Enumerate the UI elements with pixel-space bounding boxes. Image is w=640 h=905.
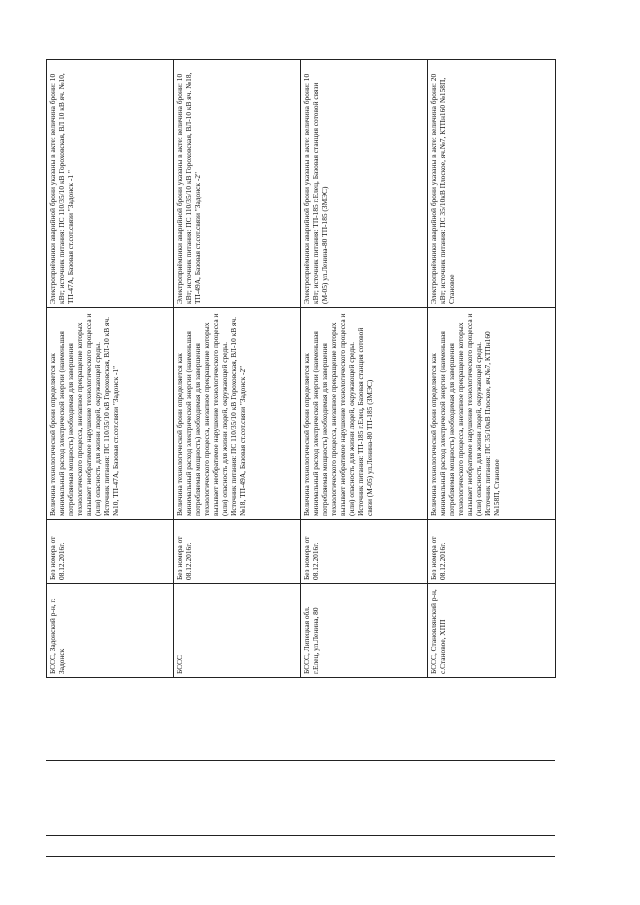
table-row bbox=[47, 60, 174, 678]
reservation-table bbox=[46, 59, 556, 678]
definition-cell: Величина технологической брони определяется как минимальный расход электрической энергии (наименьшая потребляемая мощность) необходимая для завершения технологического процесса, внезапное прекращение которых вызывает необратимое нарушение технологического процесса и (или) опасность для жизни людей, окружающей среды. Источник питания: ПС 110/35/10 кВ Гороховская, ВЛ-10 кВ яч. №10, ТП-47А, Базовая ст.сот.связи "Задонск -1" bbox=[47, 308, 174, 520]
document-cell: Без номера от 08.12.2016г. bbox=[174, 520, 301, 584]
table-row bbox=[428, 60, 556, 678]
value-cell: Электроприёмники аварийной брони указаны в акте: величина брони: 20 кВт; источник питания: ПС 35/10кВ Плоское, яч.№7, КТПн160 №158П, Становое bbox=[428, 60, 556, 308]
horizontal-rule bbox=[46, 760, 555, 761]
table-row bbox=[174, 60, 301, 678]
value-cell: Электроприёмники аварийной брони указаны в акте: величина брони: 10 кВт; источник питания: ТП-185 г.Елец, Базовая станция сотовой связи (М-05) ул.Ленина-80 ТП-185 (ЗМЭС) bbox=[301, 60, 428, 308]
place-cell: БССС, Задонский р-н, г. Задонск bbox=[47, 584, 174, 678]
definition-cell: Величина технологической брони определяется как минимальный расход электрической энергии (наименьшая потребляемая мощность) необходимая для завершения технологического процесса, внезапное прекращение которых вызывает необратимое нарушение технологического процесса и (или) опасность для жизни людей, окружающей среды. Источник питания: ПС 110/35/10 кВ Гороховская, ВЛ-10 кВ яч. №18, ТП-49А, Базовая ст.сот.связи "Задонск -2" bbox=[174, 308, 301, 520]
rotated-table-wrapper bbox=[46, 60, 555, 678]
definition-cell: Величина технологической брони определяется как минимальный расход электрической энергии (наименьшая потребляемая мощность) необходимая для завершения технологического процесса, внезапное прекращение которых вызывает необратимое нарушение технологического процесса и (или) опасность для жизни людей, окружающей среды. Источник питания: ПС 35/10кВ Плоское, яч.№7, КТПн160 №158П, Становое bbox=[428, 308, 556, 520]
horizontal-rule bbox=[46, 835, 555, 836]
document-cell: Без номера от 08.12.2016г. bbox=[47, 520, 174, 584]
place-cell: БССС bbox=[174, 584, 301, 678]
document-cell: Без номера от 08.12.2016г. bbox=[428, 520, 556, 584]
horizontal-rule bbox=[46, 856, 555, 857]
value-cell: Электроприёмники аварийной брони указаны в акте: величина брони: 10 кВт; источник питания: ПС 110/35/10 кВ Гороховская, ВЛ-10 кВ яч. №18, ТП-49А, Базовая ст.сот.связи "Задонск -2" bbox=[174, 60, 301, 308]
place-cell: БССС, Становлянский р-н, с.Становое, ХПП bbox=[428, 584, 556, 678]
document-cell: Без номера от 08.12.2016г. bbox=[301, 520, 428, 584]
place-cell: БССС, Липецкая обл. г.Елец, ул.Ленина, 80 bbox=[301, 584, 428, 678]
definition-cell: Величина технологической брони определяется как минимальный расход электрической энергии (наименьшая потребляемая мощность) необходимая для завершения технологического процесса, внезапное прекращение которых вызывает необратимое нарушение технологического процесса и (или) опасность для жизни людей, окружающей среды. Источник питания: ТП-185 г.Елец, Базовая станция сотовой связи (М-05) ул.Ленина-80 ТП-185 (ЗМЭС) bbox=[301, 308, 428, 520]
table-row bbox=[301, 60, 428, 678]
value-cell: Электроприёмники аварийной брони указаны в акте: величина брони: 10 кВт; источник питания: ПС 110/35/10 кВ Гороховская, ВЛ 10 кВ яч. №10, ТП-47А, Базовая ст.сот.связи "Задонск -1 " bbox=[47, 60, 174, 308]
